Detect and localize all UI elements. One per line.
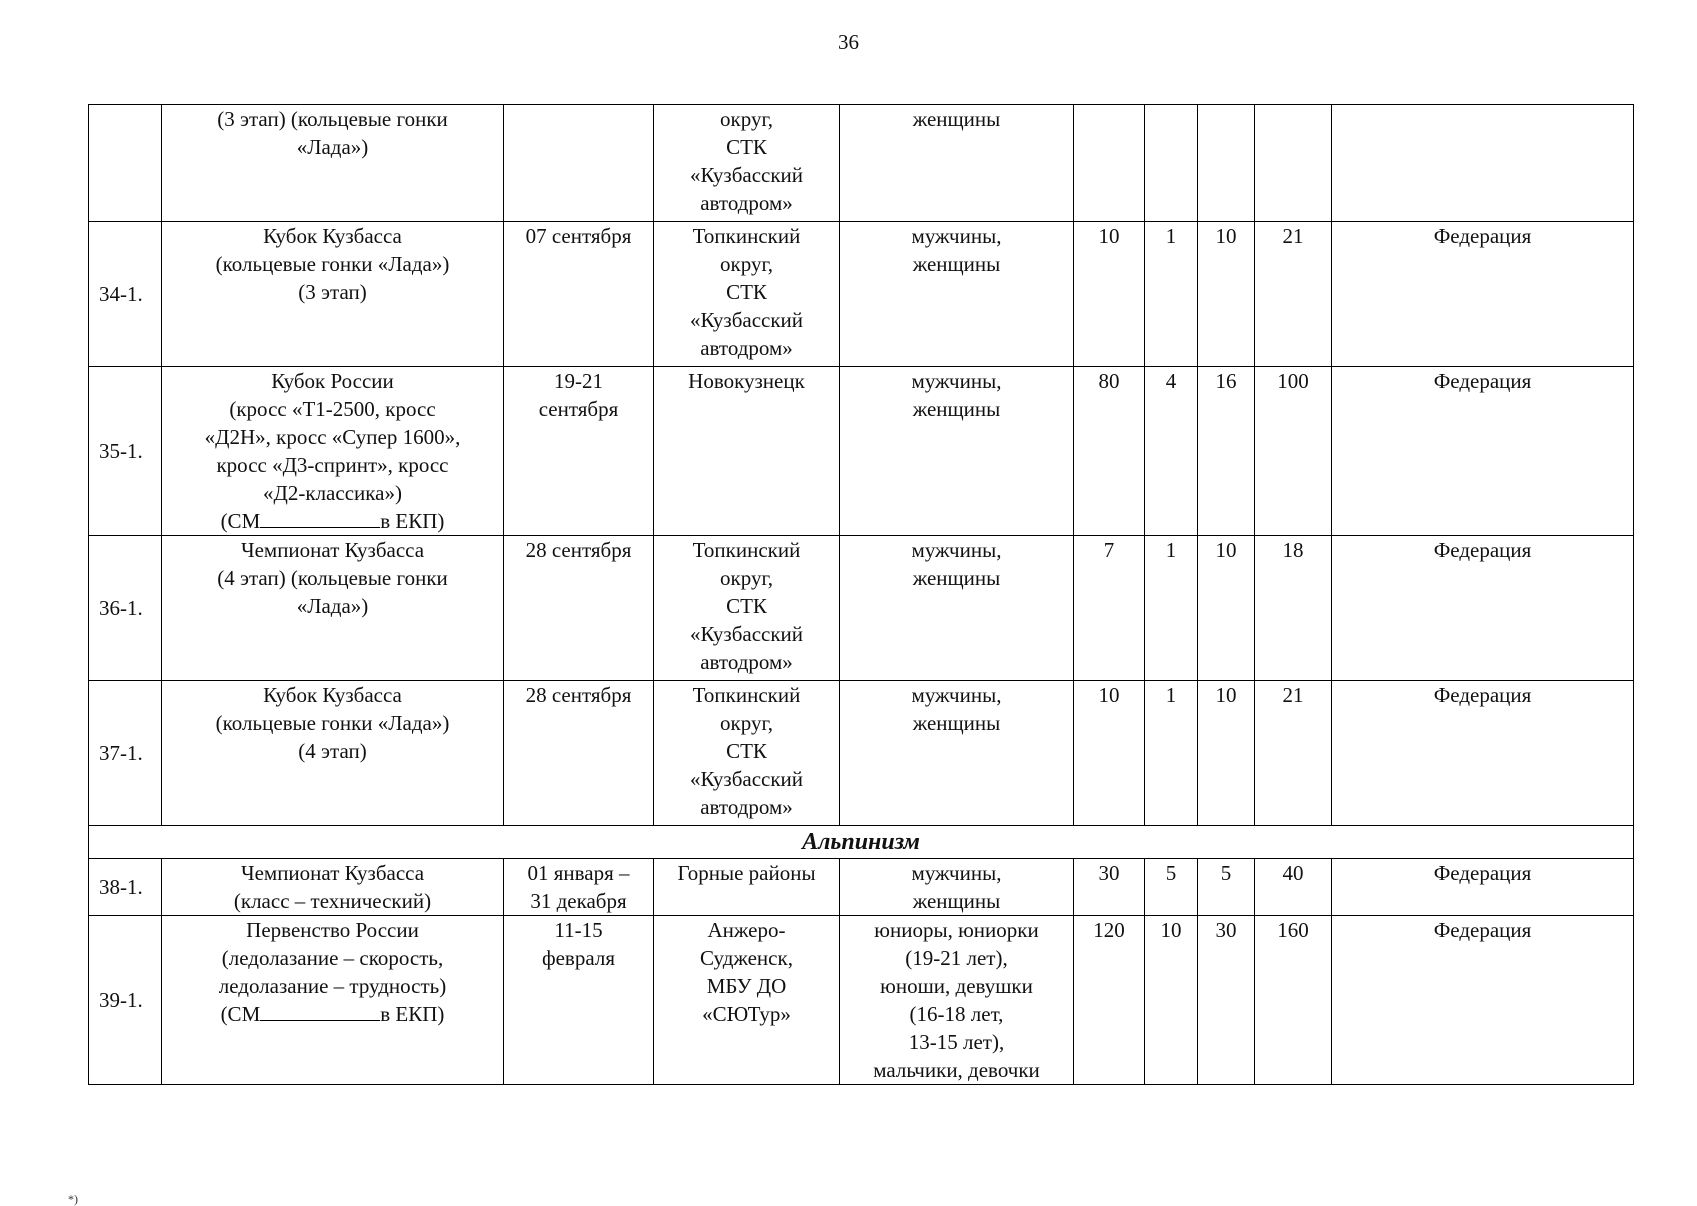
row-number-value: 34-1. [99,282,143,306]
event-name [162,536,504,681]
table-row [89,105,1634,222]
event-participants-line: мужчины, [911,224,1002,248]
count-total [1255,222,1332,367]
event-place-line: СТК [726,280,767,304]
event-place-line: «Кузбасский [689,163,804,187]
organizer [1332,222,1634,367]
event-classification-prefix: (СМ [220,509,261,533]
count-total [1255,916,1332,1085]
event-name-line: Первенство России [246,918,419,942]
event-place-line: округ, [720,107,773,131]
event-participants-line: (16-18 лет, [909,1002,1004,1026]
event-dates [504,222,654,367]
count-col-1-value: 30 [1098,861,1120,885]
count-total-value: 160 [1277,918,1309,942]
event-place-line: «Кузбасский [689,767,804,791]
count-col-2 [1145,367,1198,536]
event-dates-line: 31 декабря [530,889,627,913]
table-row [89,681,1634,826]
event-participants [840,367,1074,536]
event-place-line: Судженск, [700,946,793,970]
count-total [1255,681,1332,826]
count-total [1255,536,1332,681]
event-place-line: Горные районы [677,861,816,885]
count-col-1-value: 80 [1098,369,1120,393]
count-col-1-value: 10 [1098,683,1120,707]
count-col-2 [1145,859,1198,916]
event-participants-line: 13-15 лет), [908,1030,1005,1054]
event-dates [504,859,654,916]
count-col-3 [1198,916,1255,1085]
event-participants-line: мальчики, девочки [873,1058,1040,1082]
event-place-line: автодром» [700,795,793,819]
event-participants [840,222,1074,367]
count-col-3-value: 10 [1215,538,1237,562]
count-col-2 [1145,105,1198,222]
event-place [654,536,840,681]
event-name [162,367,504,536]
event-name-line: «Лада») [296,135,369,159]
event-place [654,916,840,1085]
count-col-2-value: 1 [1165,538,1177,562]
organizer-value: Федерация [1433,369,1532,393]
events-table [88,104,1634,1085]
event-participants-line: женщины [912,397,1001,421]
event-name [162,859,504,916]
blank-underline [260,509,380,528]
count-total-value: 40 [1282,861,1304,885]
event-place-line: СТК [726,594,767,618]
event-participants-line: мужчины, [911,861,1002,885]
row-number-value: 37-1. [99,741,143,765]
count-col-3 [1198,367,1255,536]
event-name-line: (ледолазание – скорость, [221,946,444,970]
event-participants-line: юниоры, юниорки [874,918,1039,942]
count-col-3-value: 5 [1220,861,1232,885]
event-name-line: «Д2Н», кросс «Супер 1600», [204,425,461,449]
count-col-3 [1198,681,1255,826]
count-total-value: 18 [1282,538,1304,562]
event-place-line: Новокузнецк [688,369,805,393]
event-name-line: «Д2-классика») [263,481,402,505]
row-number [89,916,162,1085]
event-place [654,681,840,826]
count-col-1-value: 120 [1093,918,1125,942]
event-name [162,105,504,222]
count-total [1255,105,1332,222]
event-name-line: Чемпионат Кузбасса [240,538,425,562]
count-col-1 [1074,105,1145,222]
table-row [89,367,1634,536]
count-col-1 [1074,916,1145,1085]
event-dates [504,367,654,536]
count-col-1 [1074,536,1145,681]
table-row [89,222,1634,367]
event-place-line: МБУ ДО [706,974,787,998]
event-place-line: округ, [720,566,773,590]
count-col-3 [1198,222,1255,367]
event-name-line: ледолазание – трудность) [218,974,447,998]
event-participants-line: мужчины, [911,369,1002,393]
organizer [1332,536,1634,681]
event-dates [504,536,654,681]
count-col-3-value: 10 [1215,683,1237,707]
event-place-line: округ, [720,711,773,735]
event-classification-suffix: в ЕКП) [380,509,445,533]
event-name [162,222,504,367]
event-participants-line: мужчины, [911,683,1002,707]
event-place-line: Топкинский [692,683,801,707]
event-classification-line [165,1000,500,1028]
event-participants [840,916,1074,1085]
event-place [654,859,840,916]
organizer [1332,367,1634,536]
event-dates-line: 19-21 [554,369,603,393]
count-col-1 [1074,222,1145,367]
event-place-line: СТК [726,739,767,763]
event-place [654,105,840,222]
table-row [89,916,1634,1085]
event-place-line: СТК [726,135,767,159]
event-classification-suffix: в ЕКП) [380,1002,445,1026]
event-participants [840,105,1074,222]
event-place-line: Топкинский [692,224,801,248]
row-number-value: 39-1. [99,988,143,1012]
row-number [89,105,162,222]
event-place-line: автодром» [700,336,793,360]
row-number [89,222,162,367]
row-number-value: 35-1. [99,439,143,463]
event-name-line: Кубок Кузбасса [263,224,402,248]
event-dates [504,681,654,826]
event-name-line: (4 этап) (кольцевые гонки [217,566,448,590]
event-participants-line: юноши, девушки [880,974,1033,998]
event-name-line: (кольцевые гонки «Лада») [215,711,450,735]
event-dates-line: сентября [538,397,619,421]
row-number [89,536,162,681]
count-col-2 [1145,916,1198,1085]
event-name-line: «Лада») [296,594,369,618]
event-dates-line: 07 сентября [525,224,632,248]
count-col-2-value: 1 [1165,224,1177,248]
count-total [1255,367,1332,536]
event-participants-line: женщины [912,889,1001,913]
count-total-value: 21 [1282,683,1304,707]
row-number-value: 38-1. [99,875,143,899]
section-row [89,826,1634,859]
event-name-line: (3 этап) [298,280,367,304]
count-col-3 [1198,536,1255,681]
event-name-line: (3 этап) (кольцевые гонки [217,107,448,131]
footnote-mark: *) [68,1192,78,1206]
event-dates-line: 11-15 [554,918,603,942]
event-name-line: Кубок России [271,369,394,393]
count-total-value: 21 [1282,224,1304,248]
blank-underline [260,1002,380,1021]
count-col-1 [1074,859,1145,916]
event-name-line: (кросс «Т1-2500, кросс [229,397,436,421]
event-place-line: автодром» [700,191,793,215]
event-dates-line: 28 сентября [525,538,632,562]
event-participants-line: женщины [912,711,1001,735]
organizer-value: Федерация [1433,538,1532,562]
event-dates [504,916,654,1085]
event-place [654,367,840,536]
organizer [1332,859,1634,916]
event-name-line: Чемпионат Кузбасса [240,861,425,885]
count-col-1-value: 10 [1098,224,1120,248]
row-number [89,367,162,536]
event-place [654,222,840,367]
count-col-2-value: 10 [1160,918,1182,942]
event-participants-line: (19-21 лет), [905,946,1008,970]
event-participants-line: женщины [912,252,1001,276]
count-col-2 [1145,222,1198,367]
organizer [1332,916,1634,1085]
page-number: 36 [838,30,859,54]
event-participants-line: женщины [912,107,1001,131]
count-col-2 [1145,681,1198,826]
event-place-line: «Кузбасский [689,308,804,332]
event-dates [504,105,654,222]
count-col-1 [1074,367,1145,536]
event-participants [840,681,1074,826]
event-place-line: Топкинский [692,538,801,562]
event-participants-line: женщины [912,566,1001,590]
event-place-line: «СЮТур» [702,1002,791,1026]
event-dates-line: 28 сентября [525,683,632,707]
organizer-value: Федерация [1433,918,1532,942]
event-place-line: Анжеро- [707,918,786,942]
event-classification-line [165,507,500,535]
count-col-2 [1145,536,1198,681]
count-col-2-value: 4 [1165,369,1177,393]
count-total-value: 100 [1277,369,1309,393]
count-col-3-value: 16 [1215,369,1237,393]
event-name-line: кросс «Д3-спринт», кросс [216,453,449,477]
count-col-1-value: 7 [1103,538,1115,562]
count-col-3-value: 10 [1215,224,1237,248]
count-col-2-value: 5 [1165,861,1177,885]
row-number [89,681,162,826]
organizer [1332,105,1634,222]
events-table-body [89,105,1634,1085]
event-name-line: Кубок Кузбасса [263,683,402,707]
event-name [162,681,504,826]
event-participants [840,859,1074,916]
organizer-value: Федерация [1433,224,1532,248]
count-col-3 [1198,105,1255,222]
count-col-2-value: 1 [1165,683,1177,707]
count-col-3-value: 30 [1215,918,1237,942]
event-name-line: (кольцевые гонки «Лада») [215,252,450,276]
count-col-1 [1074,681,1145,826]
event-classification-prefix: (СМ [220,1002,261,1026]
event-name-line: (класс – технический) [233,889,432,913]
event-participants-line: мужчины, [911,538,1002,562]
table-row [89,536,1634,681]
section-title: Альпинизм [89,826,1634,859]
event-place-line: автодром» [700,650,793,674]
event-name-line: (4 этап) [298,739,367,763]
event-participants [840,536,1074,681]
count-total [1255,859,1332,916]
count-col-3 [1198,859,1255,916]
event-dates-line: февраля [542,946,615,970]
event-place-line: «Кузбасский [689,622,804,646]
organizer [1332,681,1634,826]
organizer-value: Федерация [1433,861,1532,885]
event-dates-line: 01 января – [527,861,630,885]
event-name [162,916,504,1085]
row-number [89,859,162,916]
table-row [89,859,1634,916]
row-number-value: 36-1. [99,596,143,620]
event-place-line: округ, [720,252,773,276]
organizer-value: Федерация [1433,683,1532,707]
